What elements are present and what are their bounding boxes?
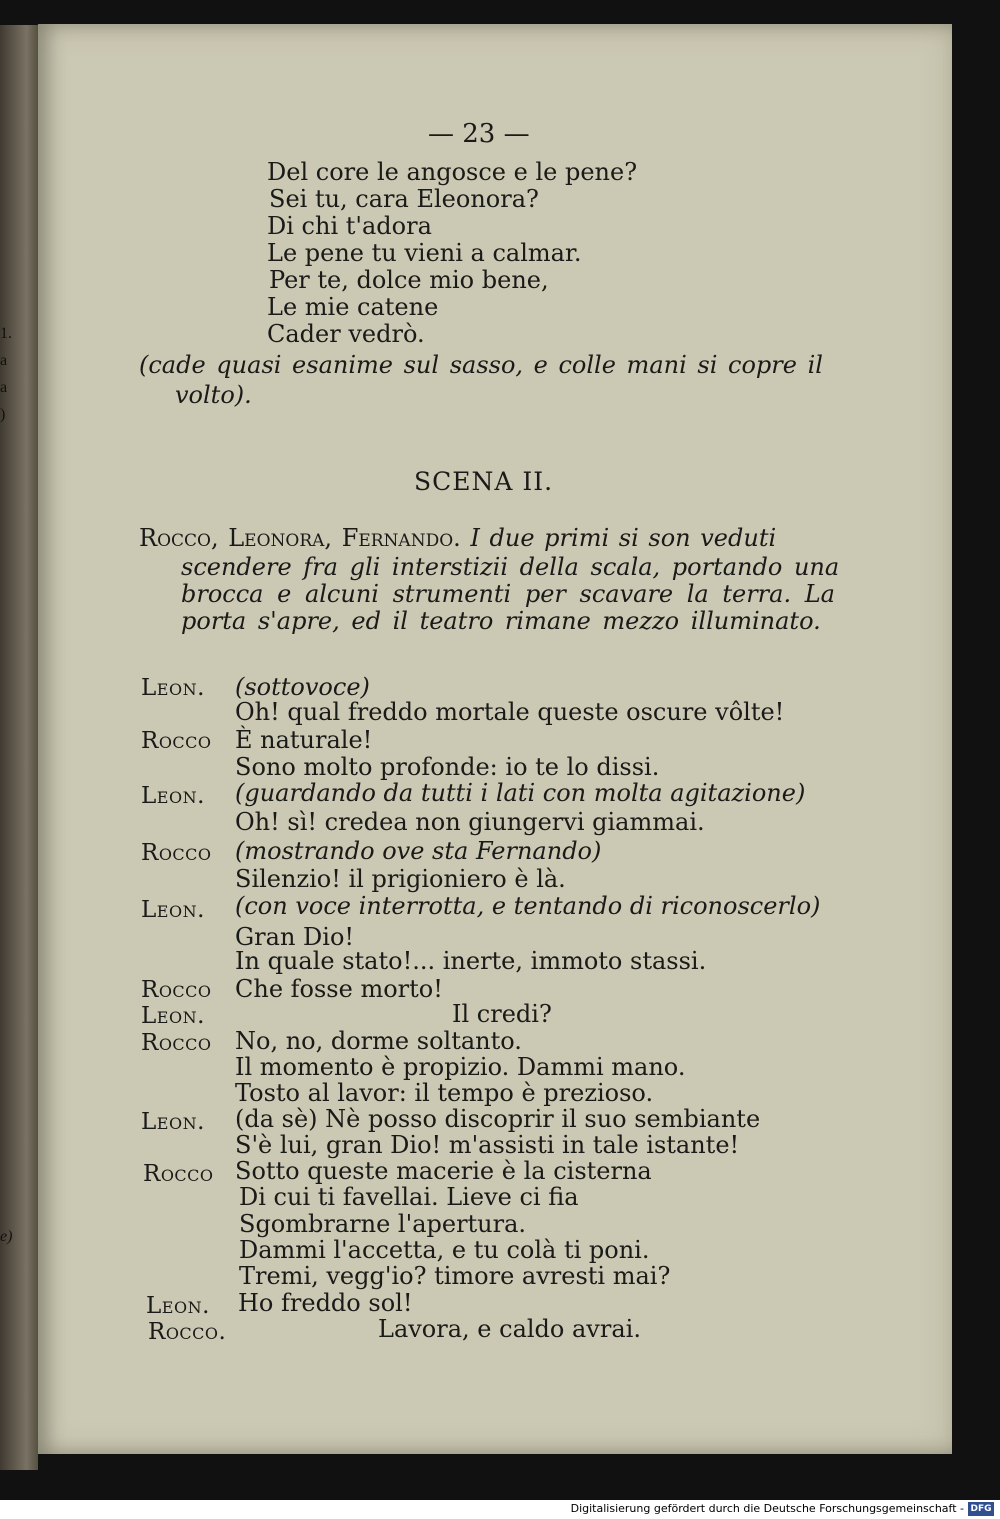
stage-direction: (guardando da tutti i lati con molta agitazione)	[235, 779, 806, 807]
dialogue-line: No, no, dorme soltanto.	[235, 1027, 522, 1055]
verse-line: Di chi t'adora	[267, 212, 432, 240]
verse-line: Per te, dolce mio bene,	[269, 266, 549, 294]
dialogue-line: Di cui ti favellai. Lieve ci fia	[239, 1183, 579, 1211]
dialogue-line: S'è lui, gran Dio! m'assisti in tale istante!	[235, 1131, 740, 1159]
dialogue-line: Sono molto profonde: io te lo dissi.	[235, 753, 660, 781]
verse-line: Del core le angosce e le pene?	[267, 158, 638, 186]
footer-credit: Digitalisierung gefördert durch die Deutsche Forschungsgemeinschaft -	[570, 1502, 964, 1515]
dialogue-line: Tremi, vegg'io? timore avresti mai?	[239, 1262, 671, 1290]
stage-direction: brocca e alcuni strumenti per scavare la terra. La	[181, 580, 835, 608]
edge-mark: a	[0, 352, 8, 369]
dialogue-line: Ho freddo sol!	[238, 1289, 413, 1317]
dialogue-line: Che fosse morto!	[235, 975, 443, 1003]
dialogue-line: Oh! qual freddo mortale queste oscure vôlte!	[235, 698, 785, 726]
speaker-label: Leon.	[141, 1003, 205, 1029]
stage-direction: porta s'apre, ed il teatro rimane mezzo illuminato.	[181, 607, 821, 635]
verse-line: Le mie catene	[267, 293, 439, 321]
dialogue-line: Lavora, e caldo avrai.	[378, 1315, 641, 1343]
speaker-label: Leon.	[141, 897, 205, 923]
speaker-label: Leon.	[146, 1293, 210, 1319]
dialogue-line: Gran Dio!	[235, 923, 355, 951]
edge-mark: )	[0, 406, 6, 423]
book-page	[38, 24, 952, 1454]
speaker-label: Leon.	[141, 675, 205, 701]
dialogue-line: Il credi?	[452, 1000, 552, 1028]
dfg-logo: DFG	[968, 1502, 994, 1516]
dialogue-line: È naturale!	[235, 726, 373, 754]
dialogue-line: Tosto al lavor: il tempo è prezioso.	[235, 1079, 654, 1107]
dialogue-line: Dammi l'accetta, e tu colà ti poni.	[239, 1236, 650, 1264]
speaker-label: Rocco	[141, 977, 212, 1003]
dialogue-line: In quale stato!... inerte, immoto stassi.	[235, 947, 707, 975]
edge-mark: a	[0, 379, 8, 396]
page-number: — 23 —	[428, 119, 530, 149]
speaker-label: Leon.	[141, 783, 205, 809]
dialogue-line: Oh! sì! credea non giungervi giammai.	[235, 808, 705, 836]
stage-direction: I due primi si son veduti	[470, 524, 777, 552]
stage-direction: (sottovoce)	[235, 673, 370, 701]
edge-mark: 1.	[0, 325, 12, 342]
stage-direction: scendere fra gli interstizii della scala, portando una	[181, 553, 840, 581]
speaker-label: Rocco.	[148, 1319, 227, 1345]
stage-direction: volto).	[175, 381, 252, 409]
character-name: Leonora	[228, 524, 325, 552]
speaker-label: Leon.	[141, 1109, 205, 1135]
stage-direction: (cade quasi esanime sul sasso, e colle mani si copre il	[139, 351, 823, 379]
stage-direction: (con voce interrotta, e tentando di riconoscerlo)	[235, 892, 821, 920]
speaker-label: Rocco	[141, 1030, 212, 1056]
verse-line: Cader vedrò.	[267, 320, 425, 348]
character-name: Rocco	[139, 524, 211, 552]
dialogue-line: Silenzio! il prigioniero è là.	[235, 865, 566, 893]
speaker-label: Rocco	[143, 1161, 214, 1187]
character-name: Fernando	[341, 524, 454, 552]
scene-intro: Rocco, Leonora, Fernando. I due primi si son veduti	[139, 524, 777, 552]
edge-mark: e)	[0, 1228, 13, 1245]
stage-direction: (mostrando ove sta Fernando)	[235, 837, 602, 865]
facing-page-edge	[0, 25, 38, 1470]
dialogue-line: Il momento è propizio. Dammi mano.	[235, 1053, 686, 1081]
verse-line: Le pene tu vieni a calmar.	[267, 239, 582, 267]
footer-bar	[0, 1500, 1000, 1519]
scene-title: SCENA II.	[414, 467, 554, 496]
verse-line: Sei tu, cara Eleonora?	[269, 185, 539, 213]
dialogue-line: Sotto queste macerie è la cisterna	[235, 1157, 652, 1185]
speaker-label: Rocco	[141, 728, 212, 754]
dialogue-line: (da sè) Nè posso discoprir il suo sembiante	[235, 1105, 761, 1133]
speaker-label: Rocco	[141, 840, 212, 866]
dialogue-line: Sgombrarne l'apertura.	[239, 1210, 527, 1238]
